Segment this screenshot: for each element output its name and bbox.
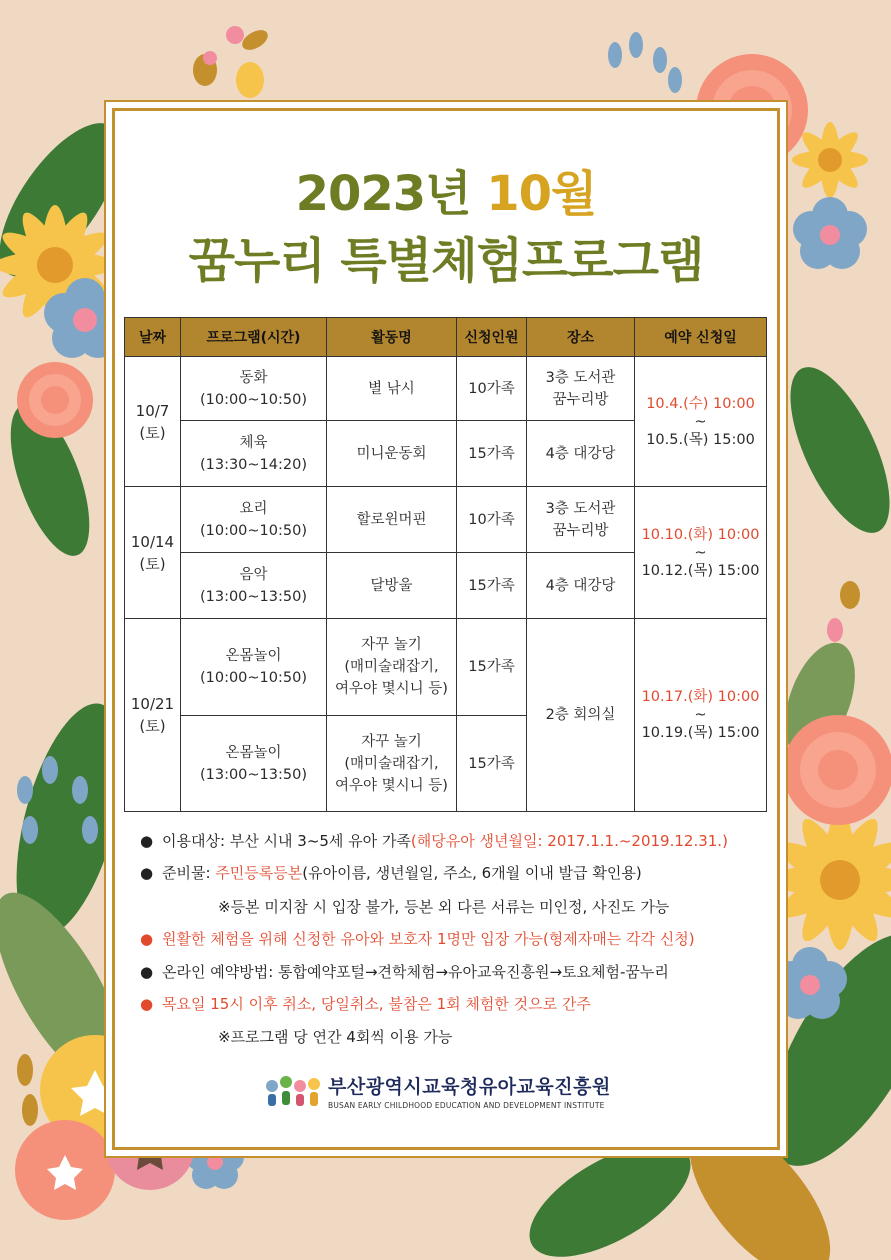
note-text: 목요일 15시 이후 취소, 당일취소, 불참은 1회 체험한 것으로 간주 [162,995,591,1013]
program-name: 체육 [239,434,268,451]
program-name: 음악 [239,566,268,583]
program-time: (13:30~14:20) [199,456,308,473]
note-text: 준비물: [162,864,216,882]
people-cell: 10가족 [457,487,527,553]
note-prep-sub: ※등본 미지참 시 입장 불가, 등본 외 다른 서류는 미인정, 사진도 가능 [218,898,670,916]
activity-line: 자꾸 놀기 [361,733,422,750]
date-cell [125,487,181,619]
note-admission [140,928,695,949]
date-value: 10/14 [130,532,175,551]
activity-cell [327,716,457,812]
activity-line: 여우야 몇시니 등) [335,777,448,794]
date-cell [125,619,181,812]
table-row [125,357,767,421]
program-name: 요리 [239,500,268,517]
note-emphasis: (해당유아 생년월일: 2017.1.1.~2019.12.31.) [410,832,728,850]
program-cell [181,421,327,487]
date-value: 10/21 [130,695,175,713]
program-time: (13:00~13:50) [199,588,308,605]
day-value: (토) [139,423,166,442]
activity-cell [327,619,457,716]
bullet-icon: ● [140,995,154,1013]
reservation-end: 10.12.(목) 15:00 [641,562,760,579]
day-value: (토) [139,717,166,735]
activity-line: 여우야 몇시니 등) [335,681,448,697]
place-cell: 4층 대강당 [527,553,635,619]
header-program: 프로그램(시간) [181,318,327,357]
reservation-end: 10.19.(목) 15:00 [641,725,760,741]
people-cell: 15가족 [457,716,527,812]
place-line: 꿈누리방 [552,391,609,408]
activity-line: 자꾸 놀기 [361,637,422,653]
note-text: 이용대상: 부산 시내 3~5세 유아 가족 [162,832,411,850]
note-text: 온라인 예약방법: 통합예약포털→견학체험→유아교육진흥원→토요체험-꿈누리 [162,963,669,981]
activity-cell: 달방울 [327,553,457,619]
reservation-separator: ~ [694,544,707,561]
organization-english-name: BUSAN EARLY CHILDHOOD EDUCATION AND DEVELOPMENT INSTITUTE [328,1101,605,1110]
date-value: 10/7 [135,401,170,420]
activity-line: (매미술래잡기, [344,755,439,772]
program-time: (10:00~10:50) [199,391,308,408]
program-time: (13:00~13:50) [199,766,308,783]
reservation-end: 10.5.(목) 15:00 [646,431,755,448]
bullet-icon: ● [140,963,154,981]
header-people: 신청인원 [457,318,527,357]
institute-logo-icon [262,1072,324,1110]
bullet-icon: ● [140,832,154,850]
schedule-table [124,317,767,812]
bullet-icon: ● [140,930,154,948]
note-emphasis: 주민등록등본 [215,864,303,882]
table-header-row [125,318,767,357]
people-cell: 10가족 [457,357,527,421]
program-cell [181,716,327,812]
activity-cell: 별 낚시 [327,357,457,421]
header-place: 장소 [527,318,635,357]
program-name: 온몸놀이 [225,744,282,761]
page-title-program: 꿈누리 특별체험프로그램 [188,233,704,289]
header-activity: 활동명 [327,318,457,357]
reservation-start: 10.4.(수) 10:00 [646,395,755,412]
date-cell [125,357,181,487]
header-date: 날짜 [125,318,181,357]
table-row [125,487,767,553]
reservation-start: 10.17.(화) 10:00 [641,689,760,705]
program-cell [181,553,327,619]
table-row [125,619,767,716]
activity-cell: 할로윈머핀 [327,487,457,553]
title-year: 2023년 [295,166,471,222]
program-time: (10:00~10:50) [199,522,308,539]
place-cell: 2층 회의실 [527,619,635,812]
reservation-start: 10.10.(화) 10:00 [641,526,760,543]
note-limit: ※프로그램 당 연간 4회씩 이용 가능 [218,1028,453,1046]
bullet-icon: ● [140,864,154,882]
people-cell: 15가족 [457,553,527,619]
note-text: (유아이름, 생년월일, 주소, 6개월 이내 발급 확인용) [302,864,642,882]
note-text: 원활한 체험을 위해 신청한 유아와 보호자 1명만 입장 가능(형제자매는 각각 신청) [162,930,695,948]
day-value: (토) [139,554,166,573]
note-prep [140,862,642,883]
note-target [140,830,728,851]
reservation-separator: ~ [694,413,707,430]
place-line: 꿈누리방 [552,522,609,539]
page-title-year [112,155,780,224]
footer [262,1070,642,1114]
place-cell: 4층 대강당 [527,421,635,487]
place-cell [527,357,635,421]
program-cell [181,619,327,716]
header-reservation: 예약 신청일 [635,318,767,357]
title-month: 10월 [486,166,597,222]
note-online [140,961,669,982]
note-cancel [140,993,591,1014]
activity-cell: 미니운동회 [327,421,457,487]
program-time: (10:00~10:50) [199,670,308,686]
place-line: 3층 도서관 [545,500,616,517]
place-cell [527,487,635,553]
people-cell: 15가족 [457,421,527,487]
program-cell [181,487,327,553]
people-cell: 15가족 [457,619,527,716]
reservation-cell [635,357,767,487]
reservation-cell [635,619,767,812]
activity-line: (매미술래잡기, [344,659,439,675]
program-name: 온몸놀이 [225,648,282,664]
reservation-cell [635,487,767,619]
program-name: 동화 [239,369,268,386]
place-line: 3층 도서관 [545,369,616,386]
program-cell [181,357,327,421]
organization-name: 부산광역시교육청유아교육진흥원 [328,1076,611,1098]
reservation-separator: ~ [694,707,707,723]
